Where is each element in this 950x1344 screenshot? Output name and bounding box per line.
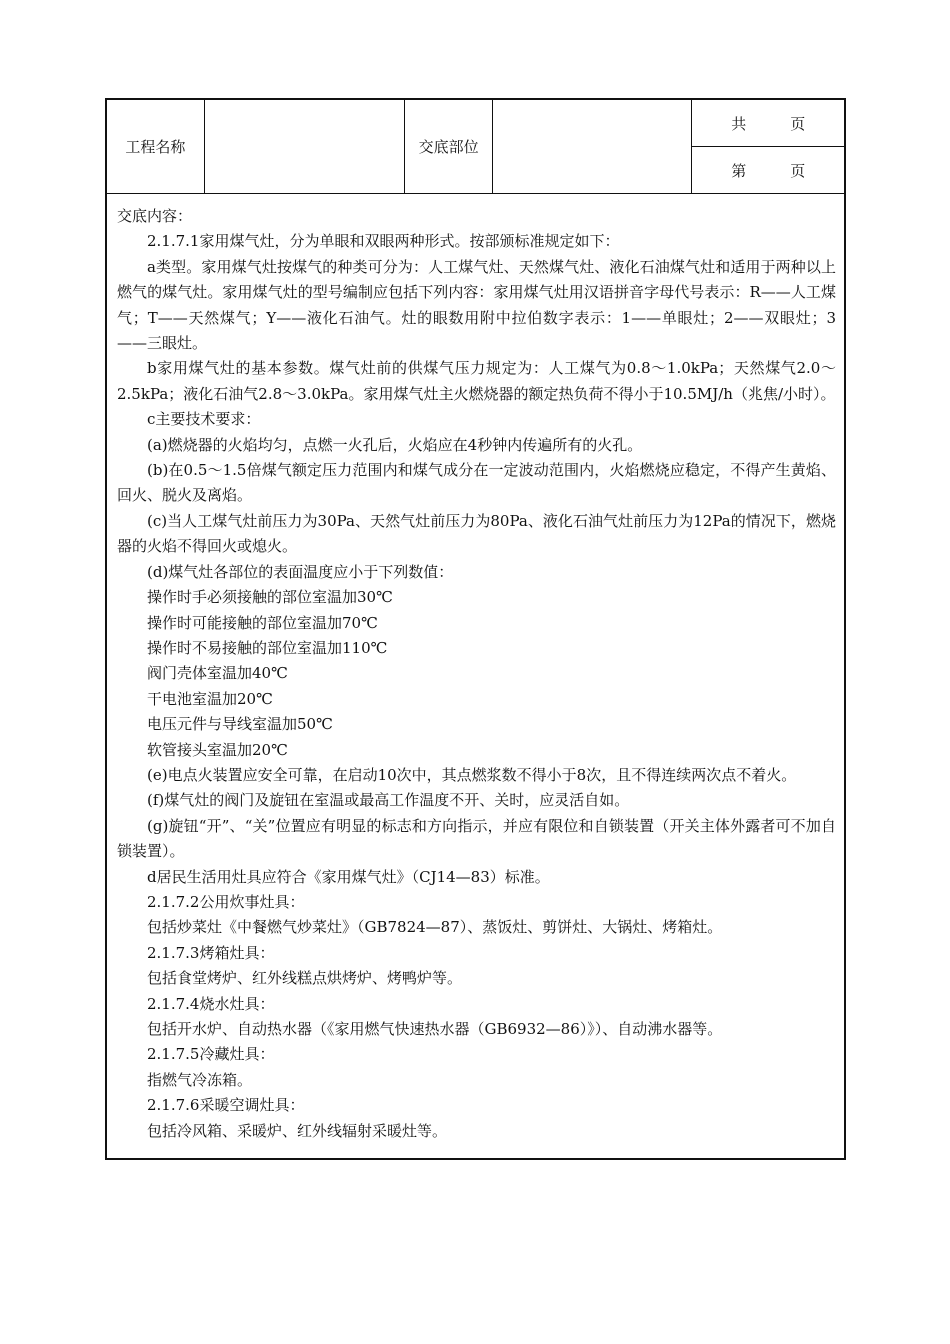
section-2-1-7-5: 2.1.7.5冷藏灶具： [147,1045,275,1064]
section-2-1-7-5-body: 指燃气冷冻箱。 [147,1070,253,1089]
section-2-1-7-3: 2.1.7.3烤箱灶具： [147,943,275,962]
location-label: 交底部位 [405,100,493,193]
requirement-f: (f)煤气灶的阀门及旋钮在室温或最高工作温度不开、关时，应灵活自如。 [147,791,630,810]
section-2-1-7-2-body: 包括炒菜灶《中餐燃气炒菜灶》（GB7824—87）、蒸饭灶、剪饼灶、大锅灶、烤箱灶。 [147,918,723,937]
requirement-e: (e)电点火装置应安全可靠，在启动10次中，其点燃浆数不得小于8次，且不得连续两次点不着火。 [147,765,797,784]
project-name-label: 工程名称 [107,100,205,193]
section-2-1-7-3-body: 包括食堂烤炉、红外线糕点烘烤炉、烤鸭炉等。 [147,969,463,988]
paragraph-parameters: b家用煤气灶的基本参数。煤气灶前的供煤气压力规定为：人工煤气为0.8～1.0kPa；天然煤气2.0～2.5kPa；液化石油气2.8～3.0kPa。家用煤气灶主火燃烧器的额定热负荷不得小于10.5MJ/h（兆焦/小时）。 [117,359,836,403]
content-heading: 交底内容： [117,207,193,225]
requirement-a: (a)燃烧器的火焰均匀，点燃一火孔后，火焰应在4秒钟内传遍所有的火孔。 [147,435,643,454]
form-header [107,100,844,194]
total-pages-label-2: 页 [790,114,806,133]
current-page [692,147,844,193]
section-2-1-7-4-body: 包括开水炉、自动热水器（《家用燃气快速热水器（GB6932—86）》）、自动沸水器等。 [147,1020,723,1038]
page-label-2: 页 [790,161,806,180]
paragraph-standard: d居民生活用灶具应符合《家用煤气灶》（CJ14—83）标准。 [147,867,550,886]
temperature-item: 阀门壳体室温加40℃ [147,664,288,683]
section-2-1-7-6: 2.1.7.6采暖空调灶具： [147,1096,305,1115]
location-field[interactable] [493,100,692,193]
paragraph-types: a类型。家用煤气灶按煤气的种类可分为：人工煤气灶、天然煤气灶、液化石油煤气灶和适用于两种以上燃气的煤气灶。家用煤气灶的型号编制应包括下列内容：家用煤气灶用汉语拼音字母代号表示：R——人工煤气；T——天然煤气；Y——液化石油气。灶的眼数用附中拉伯数字表示：1——单眼灶；2——双眼灶；3——三眼灶。 [117,257,836,353]
temperature-item: 操作时手必须接触的部位室温加30℃ [147,588,393,607]
requirement-b: (b)在0.5～1.5倍煤气额定压力范围内和煤气成分在一定波动范围内，火焰燃烧应稳定，不得产生黄焰、回火、脱火及离焰。 [117,461,836,505]
requirement-g: (g)旋钮“开”、“关”位置应有明显的标志和方向指示，并应有限位和自锁装置（开关主体外露者可不加自锁装置）。 [117,816,836,861]
paragraph-requirements: c主要技术要求： [147,410,261,429]
disclosure-form [105,98,846,1160]
temperature-item: 操作时不易接触的部位室温加110℃ [147,638,388,657]
page-counter [692,100,844,193]
disclosure-content [107,194,844,1158]
section-2-1-7-4: 2.1.7.4烧水灶具： [147,994,275,1013]
section-2-1-7-6-body: 包括冷风箱、采暖炉、红外线辐射采暖灶等。 [147,1121,448,1140]
temperature-item: 软管接头室温加20℃ [147,740,288,759]
temperature-item: 电压元件与导线室温加50℃ [147,715,333,734]
requirement-d: (d)煤气灶各部位的表面温度应小于下列数值： [147,562,454,581]
project-name-field[interactable] [205,100,405,193]
section-2-1-7-1: 2.1.7.1家用煤气灶，分为单眼和双眼两种形式。按部颁标准规定如下： [147,232,620,251]
requirement-c: (c)当人工煤气灶前压力为30Pa、天然气灶前压力为80Pa、液化石油气灶前压力为12Pa的情况下，燃烧器的火焰不得回火或熄火。 [117,511,836,556]
temperature-item: 干电池室温加20℃ [147,689,273,708]
temperature-item: 操作时可能接触的部位室温加70℃ [147,613,378,632]
total-pages-label-1: 共 [731,114,747,133]
section-2-1-7-2: 2.1.7.2公用炊事灶具： [147,892,305,911]
page-label-1: 第 [731,161,747,180]
total-pages [692,100,844,147]
